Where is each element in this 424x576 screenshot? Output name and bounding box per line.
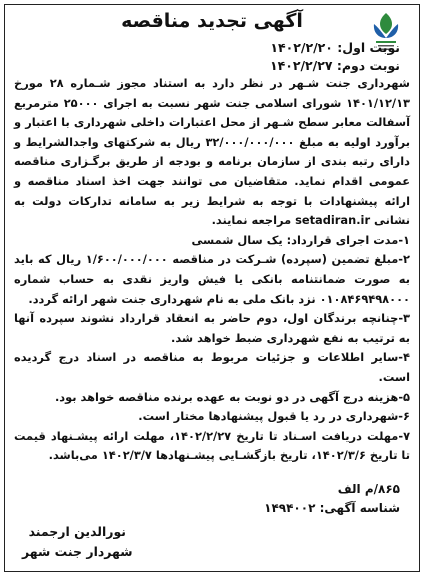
condition-item-3: ۳-چنانچه برندگان اول، دوم حاضر به انعقاد قرارداد نشوند سپرده آنها به ترتیب به نفع شهرداری ضبط خواهد شد. — [14, 311, 410, 345]
notice-body — [14, 74, 410, 466]
condition-item-6: ۶-شهرداری در رد یا قبول پیشنهادها مختار است. — [138, 409, 410, 424]
signature-block — [22, 522, 133, 562]
first-publication-date: نوبت اول: ۱۴۰۲/۲/۲۰ — [270, 40, 400, 55]
ad-id: شناسه آگهی: ۱۴۹۴۰۰۲ — [264, 501, 400, 515]
condition-item-2: ۲-مبلغ تضمین (سپرده) شـرکت در مناقصه ۱/۶۰۰/۰۰۰/۰۰۰ ریال که باید به صورت ضمانتنامه بانکی یا فیش واریز نقدی به حساب شماره ۰۱۰۸۴۶۹۴۹۸۰۰۰ نزد بانک ملی به نام شهرداری جنت شهر ارائه گردد. — [14, 252, 410, 306]
condition-item-7: ۷-مهلت دریافت اسـناد تا تاریخ ۱۴۰۲/۲/۲۷، مهلت ارائه پیشـنهاد قیمت تا تاریخ ۱۴۰۲/۳/۶، تاریخ بازگشـایی پیشـنهادها ۱۴۰۲/۳/۷ می‌باشد. — [14, 428, 411, 463]
condition-item-5: ۵-هزینه درج آگهی در دو نوبت به عهده برنده مناقصه خواهد بود. — [54, 389, 410, 404]
condition-item-1: ۱-مدت اجرای قرارداد: یک سال شمسی — [191, 232, 410, 247]
signatory-name: نورالدین ارجمند — [28, 524, 126, 539]
intro-paragraph: شهرداری جنت شـهر در نظر دارد به استناد مجوز شـماره ۲۸ مورخ ۱۴۰۱/۱۲/۱۳ شورای اسلامی جنت شهر نسبت به اجرای ۲۵۰۰۰ مترمربع آسفالت معابر سطح شـهر از محل اعتبارات داخلی شهرداری با اعتبار و برآورد اولیه به مبلغ ۳۲/۰۰۰/۰۰۰/۰۰۰ ریال به شرکتهای واجدالشرایط و دارای رتبه بندی از سازمان برنامه و بودجه از طریق برگـزاری مناقصه عمومی اقدام نماید. متقاضیان می توانند جهت اخذ اسناد مناقصه و ارائه پیشنهادات با توجه به شرایط زیر به سامانه تدارکات دولت به نشانی setadiran.ir مراجعه نمایند. — [14, 76, 411, 228]
notice-code: ۸۶۵/م الف — [337, 482, 400, 496]
notice-title: آگهی تجدید مناقصه — [121, 10, 303, 32]
second-publication-date: نوبت دوم: ۱۴۰۲/۲/۲۷ — [269, 58, 400, 73]
tracking-info — [264, 480, 400, 518]
signatory-title: شهردار جنت شهر — [22, 544, 133, 559]
condition-item-4: ۴-سایر اطلاعات و جزئیات مربوط به مناقصه در اسناد درج گردیده است. — [14, 350, 410, 384]
